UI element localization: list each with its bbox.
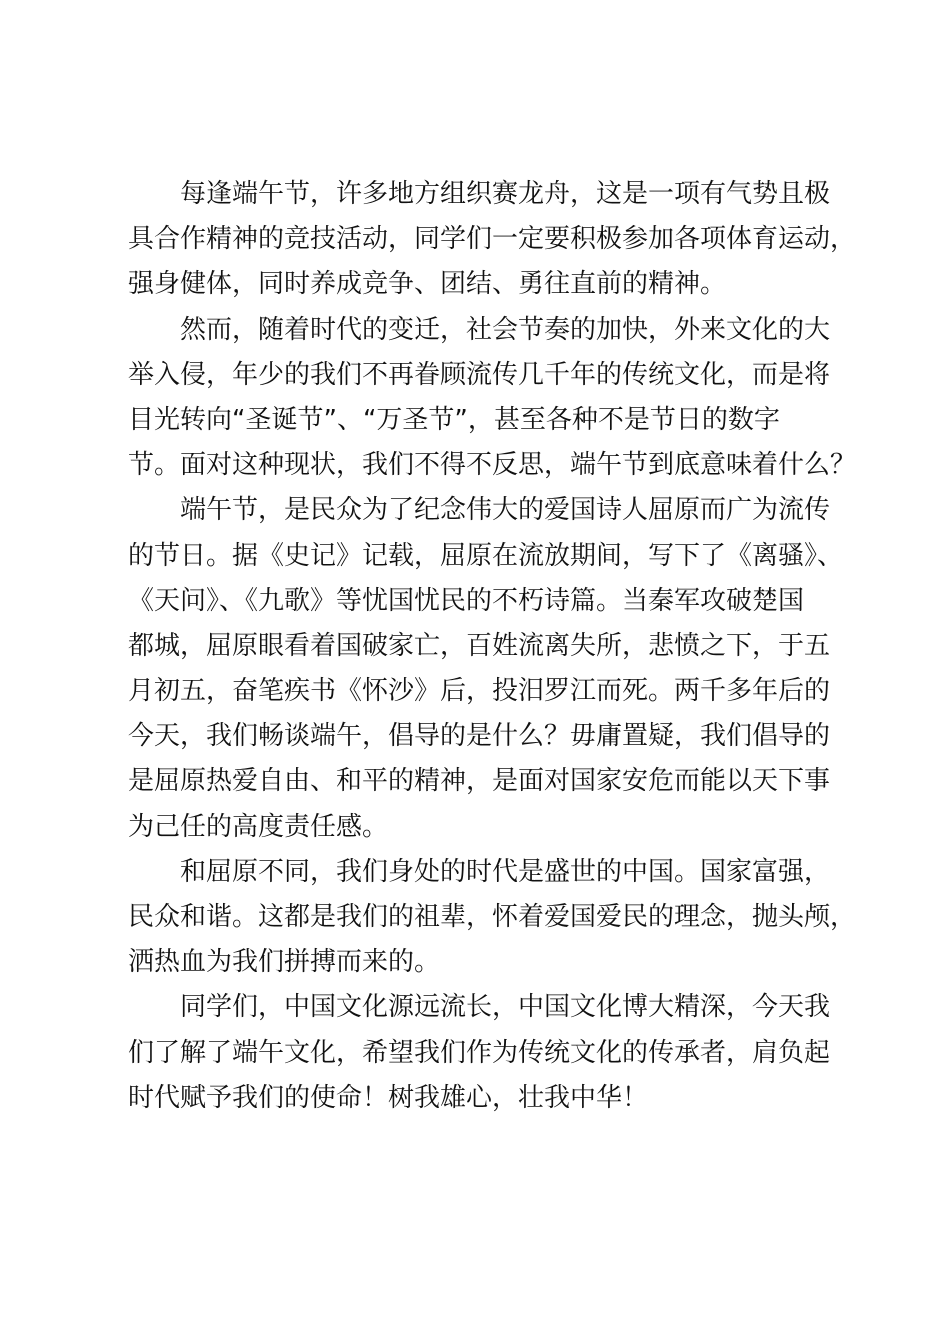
text-line: 时代赋予我们的使命！树我雄心，壮我中华！ <box>128 1082 649 1113</box>
paragraph-1 <box>128 172 857 308</box>
text-line: 同学们，中国文化源远流长，中国文化博大精深，今天我 <box>128 992 831 1023</box>
text-line: 月初五，奋笔疾书《怀沙》后，投汨罗江而死。两千多年后的 <box>128 676 831 707</box>
text-line: 然而，随着时代的变迁，社会节奏的加快，外来文化的大 <box>128 314 831 345</box>
paragraph-4 <box>128 850 857 986</box>
text-line: 每逢端午节，许多地方组织赛龙舟，这是一项有气势且极 <box>128 179 831 209</box>
text-line: 强身健体，同时养成竞争、团结、勇往直前的精神。 <box>128 269 727 300</box>
text-line: 和屈原不同，我们身处的时代是盛世的中国。国家富强， <box>128 856 831 887</box>
text-line: 是屈原热爱自由、和平的精神，是面对国家安危而能以天下事 <box>128 766 831 797</box>
text-line: 们了解了端午文化，希望我们作为传统文化的传承者，肩负起 <box>128 1037 831 1068</box>
text-line: 今天，我们畅谈端午，倡导的是什么？毋庸置疑，我们倡导的 <box>128 721 831 752</box>
paragraph-5 <box>128 985 844 1121</box>
text-line: 端午节，是民众为了纪念伟大的爱国诗人屈原而广为流传 <box>128 495 831 526</box>
text-line: 都城，屈原眼看着国破家亡，百姓流离失所，悲愤之下，于五 <box>128 630 831 661</box>
paragraph-3 <box>128 488 844 850</box>
text-line: 《天问》、《九歌》等忧国忧民的不朽诗篇。当秦军攻破楚国 <box>128 585 805 616</box>
text-line: 为己任的高度责任感。 <box>128 811 389 842</box>
text-line: 民众和谐。这都是我们的祖辈，怀着爱国爱民的理念，抛头颅， <box>128 902 857 932</box>
text-line: 洒热血为我们拼搏而来的。 <box>128 947 441 978</box>
text-line: 的节日。据《史记》记载，屈原在流放期间，写下了《离骚》、 <box>128 540 844 571</box>
text-line: 具合作精神的竞技活动，同学们一定要积极参加各项体育运动， <box>128 224 857 255</box>
text-line: 节。面对这种现状，我们不得不反思，端午节到底意味着什么？ <box>128 450 857 481</box>
text-line: 目光转向“圣诞节”、“万圣节”，甚至各种不是节日的数字 <box>128 404 780 435</box>
text-line: 举入侵，年少的我们不再眷顾流传几千年的传统文化，而是将 <box>128 359 831 390</box>
paragraph-2 <box>128 308 857 489</box>
document-body <box>128 172 857 1121</box>
